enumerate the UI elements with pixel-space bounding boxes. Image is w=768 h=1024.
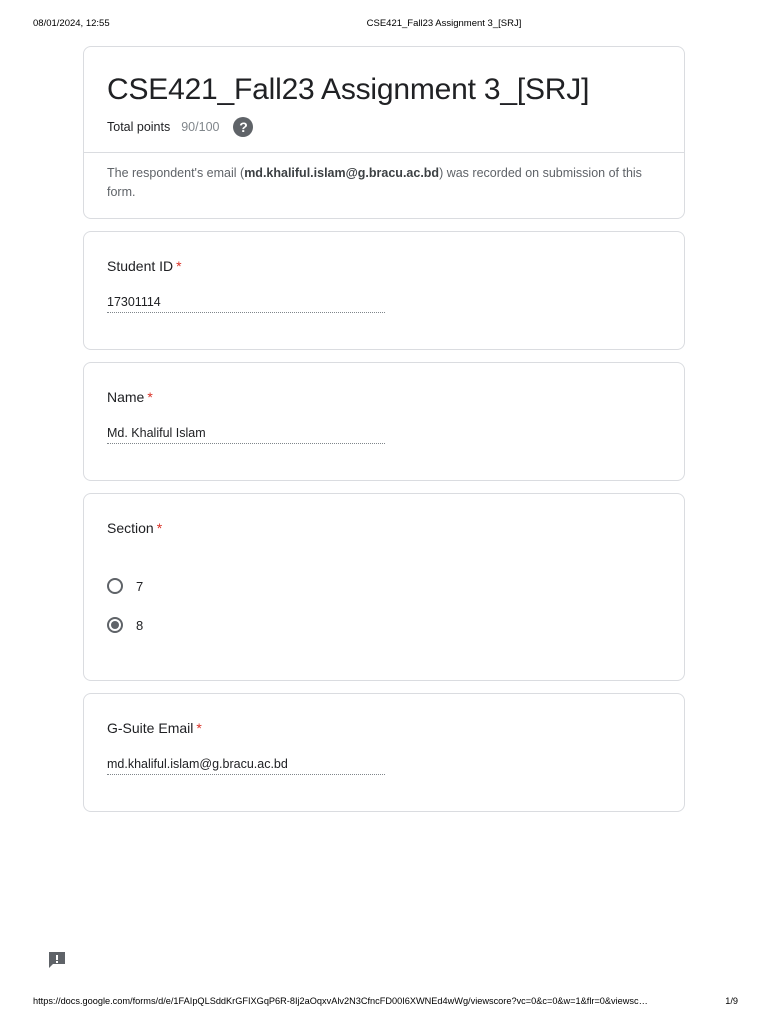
form-header-card xyxy=(83,46,685,219)
radio-label: 8 xyxy=(136,617,144,633)
form-title: CSE421_Fall23 Assignment 3_[SRJ] xyxy=(107,73,590,106)
required-indicator: * xyxy=(156,520,163,536)
question-title-name xyxy=(107,389,153,405)
respondent-email-note xyxy=(107,164,667,202)
print-datetime: 08/01/2024, 12:55 xyxy=(33,18,110,29)
total-points-label: Total points xyxy=(107,120,171,134)
question-label: G-Suite Email xyxy=(107,720,194,736)
radio-option-7[interactable] xyxy=(107,578,143,594)
total-points-value: 90/100 xyxy=(181,120,220,134)
email-note-suffix: ) was recorded on submission of this form. xyxy=(107,166,642,199)
required-indicator: * xyxy=(196,720,202,736)
radio-label: 7 xyxy=(136,578,144,594)
required-indicator: * xyxy=(176,258,182,274)
question-card-section xyxy=(83,493,685,681)
required-indicator: * xyxy=(147,389,153,405)
print-url: https://docs.google.com/forms/d/e/1FAIpQLSddKrGFIXGqP6R-8Ij2aOqxvAlv2N3CfncFD00I6XWNEd4wWg/viewscore?vc=0&c=0&w=1&flr=0&viewsc… xyxy=(33,996,648,1006)
email-note-prefix: The respondent's email ( xyxy=(107,166,245,180)
total-points-row xyxy=(107,117,253,137)
radio-option-8[interactable] xyxy=(107,617,143,633)
radio-selected-icon[interactable] xyxy=(107,617,123,633)
question-label: Student ID xyxy=(107,258,174,274)
print-document-title: CSE421_Fall23 Assignment 3_[SRJ] xyxy=(366,18,522,29)
page-number: 1/9 xyxy=(725,996,738,1006)
question-title-section xyxy=(107,520,162,536)
header-divider xyxy=(84,152,684,153)
question-title-student-id xyxy=(107,258,182,274)
help-icon[interactable]: ? xyxy=(233,117,253,137)
radio-dot xyxy=(111,621,119,629)
answer-name: Md. Khaliful Islam xyxy=(107,426,385,444)
question-card-name xyxy=(83,362,685,481)
question-label: Name xyxy=(107,389,145,405)
question-card-student-id xyxy=(83,231,685,350)
respondent-email: md.khaliful.islam@g.bracu.ac.bd xyxy=(244,166,440,180)
radio-unselected-icon[interactable] xyxy=(107,578,123,594)
answer-student-id: 17301114 xyxy=(107,295,385,313)
question-card-gsuite-email xyxy=(83,693,685,812)
print-header xyxy=(0,16,768,30)
question-label: Section xyxy=(107,520,154,536)
answer-gsuite-email: md.khaliful.islam@g.bracu.ac.bd xyxy=(107,757,385,775)
report-feedback-icon[interactable] xyxy=(47,950,67,970)
question-title-gsuite-email xyxy=(107,720,202,736)
